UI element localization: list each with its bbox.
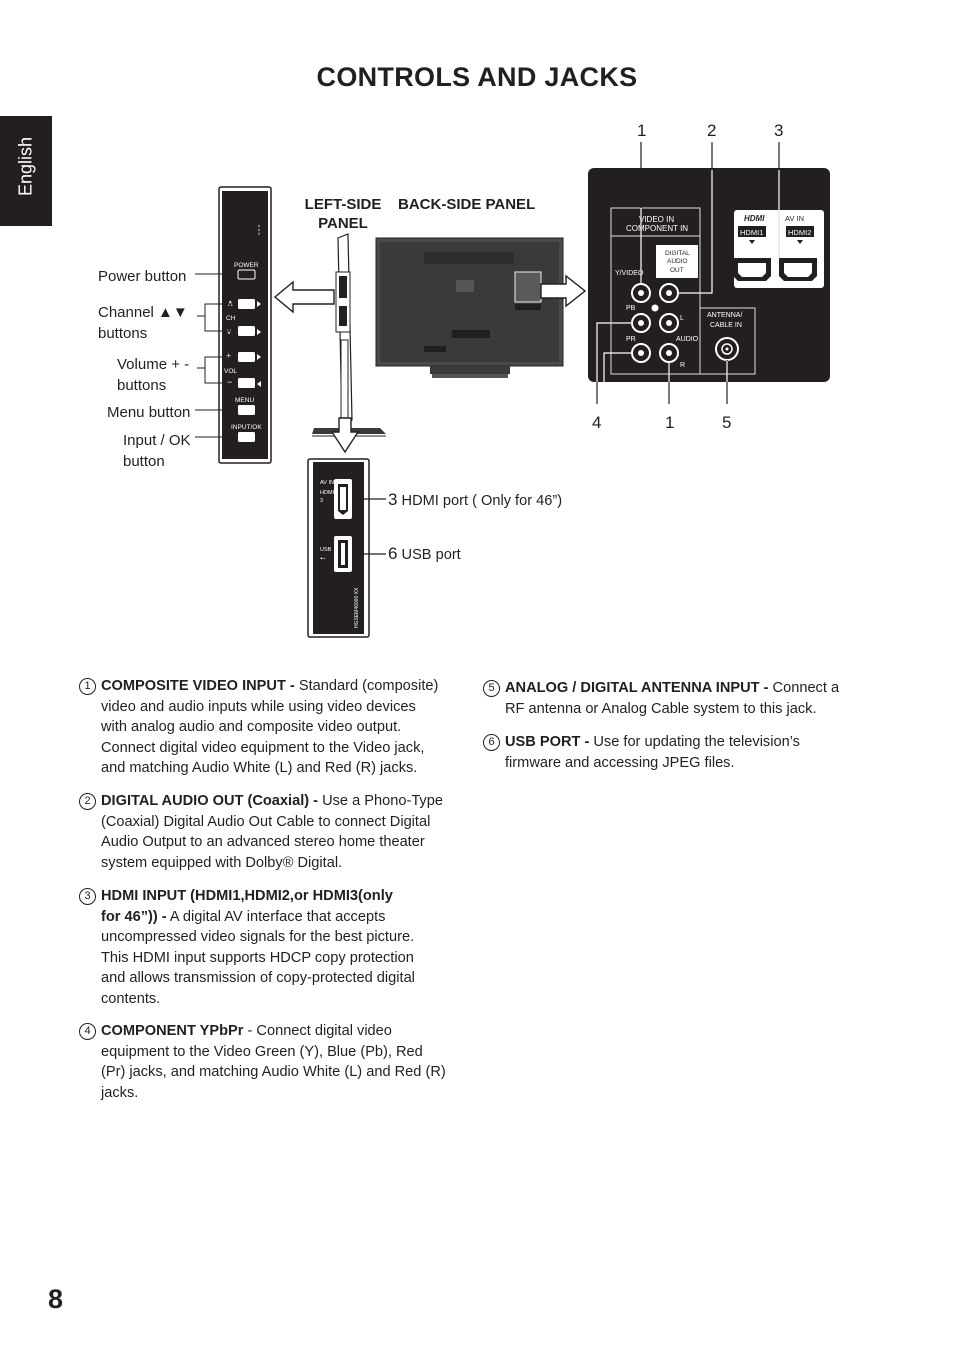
desc-first-line: Connect a	[768, 680, 840, 696]
hdmi2-port-icon	[779, 258, 817, 281]
strip-ch-label: CH	[226, 315, 236, 322]
side-control-strip	[219, 187, 271, 463]
desc-heading: COMPONENT YPbPr	[101, 1023, 244, 1039]
audio-r-label: R	[680, 362, 686, 369]
desc-line: and matching Audio White (L) and Red (R) jacks.	[101, 760, 418, 776]
tv-back-view	[376, 238, 563, 378]
desc-first-line: Standard (composite)	[294, 678, 439, 694]
desc-number: 2	[79, 793, 96, 810]
desc-first-line: Use for updating the television’s	[589, 734, 800, 750]
desc-line: firmware and accessing JPEG files.	[505, 754, 735, 771]
left-side-heading-line2: PANEL	[318, 215, 368, 232]
callout-bottom-1: 1	[665, 413, 675, 432]
page-title: CONTROLS AND JACKS	[316, 62, 638, 92]
video-in-label: VIDEO IN	[639, 215, 675, 224]
desc-heading: ANALOG / DIGITAL ANTENNA INPUT -	[505, 680, 769, 696]
strip-power-label: POWER	[234, 262, 259, 269]
y-video-label: Y/VIDEO	[615, 270, 644, 277]
callout-top-1: 1	[637, 121, 647, 140]
desc-line: contents.	[101, 990, 161, 1007]
hdmi-port-callout	[388, 490, 562, 510]
strip-menu-label: MENU	[235, 397, 255, 404]
side-hdmi-label: HDMI	[320, 490, 335, 496]
desc-second-line: A digital AV interface that accepts	[166, 908, 386, 925]
power-button-label: Power button	[98, 268, 187, 285]
desc-line: RF antenna or Analog Cable system to this jack.	[505, 700, 817, 717]
side-hdmi-number: 3	[320, 498, 324, 504]
desc-line: Audio Output to an advanced stereo home theater	[101, 834, 425, 850]
hdmi1-label: HDMI1	[740, 228, 764, 237]
svg-text:−: −	[227, 377, 233, 387]
pr-label: PR	[626, 336, 636, 343]
audio-l-label: L	[680, 315, 684, 322]
out-label: OUT	[670, 267, 684, 274]
volume-buttons-label-line2: buttons	[117, 377, 167, 394]
side-model-text: HGSEM46000 XX	[354, 587, 360, 628]
usb-icon: ⭠	[320, 555, 326, 562]
usb-port-callout	[388, 544, 461, 564]
strip-input-label: INPUT/OK	[231, 424, 262, 431]
description-composite-video	[79, 676, 469, 779]
desc-line: with analog audio and composite video output.	[101, 719, 402, 735]
usb-callout-number: 6	[388, 544, 398, 563]
description-digital-audio-out	[79, 791, 469, 873]
hdmi-av-in-label: AV IN	[785, 214, 805, 223]
desc-heading: COMPOSITE VIDEO INPUT -	[101, 678, 295, 694]
desc-heading: HDMI INPUT (HDMI1,HDMI2,or HDMI3(only	[101, 888, 393, 904]
description-component-ypbpr	[79, 1021, 469, 1103]
desc-heading-cont: for 46”)) -	[101, 908, 167, 925]
strip-top-mark: ^ ^ ^	[254, 225, 260, 235]
desc-first-line: - Connect digital video	[243, 1023, 392, 1039]
cable-in-label: CABLE IN	[710, 322, 742, 329]
desc-number: 6	[483, 734, 500, 751]
desc-line: equipment to the Video Green (Y), Blue (Pb), Red	[101, 1043, 423, 1060]
desc-line: Connect digital video equipment to the Video jack,	[101, 739, 425, 756]
hdmi2-label: HDMI2	[788, 228, 812, 237]
digital-label: DIGITAL	[665, 250, 690, 257]
description-hdmi-input	[79, 886, 469, 1009]
side-av-in-label: AV IN	[320, 480, 334, 486]
channel-buttons-label-line2: buttons	[98, 325, 148, 342]
callout-bottom-4: 4	[592, 413, 602, 432]
volume-buttons-label-line1: Volume + -	[117, 356, 190, 373]
desc-line: This HDMI input supports HDCP copy protection	[101, 949, 414, 966]
desc-heading: USB PORT -	[505, 734, 590, 750]
svg-text:v: v	[227, 327, 231, 336]
desc-number: 4	[79, 1023, 96, 1040]
desc-line: jacks.	[101, 1084, 139, 1101]
controls-diagram	[0, 0, 954, 660]
desc-line: (Pr) jacks, and matching Audio White (L) and Red (R)	[101, 1064, 446, 1080]
menu-button-label: Menu button	[107, 404, 191, 421]
hdmi-callout-number: 3	[388, 490, 398, 509]
input-ok-button-label-line1: Input / OK	[123, 432, 191, 449]
side-jack-panel	[308, 459, 369, 637]
tv-side-profile	[312, 234, 386, 436]
desc-line: system equipped with Dolby® Digital.	[101, 854, 343, 871]
component-in-label: COMPONENT IN	[626, 224, 689, 233]
desc-number: 3	[79, 888, 96, 905]
channel-buttons-label-line1: Channel ▲▼	[98, 304, 188, 321]
pb-label: PB	[626, 305, 636, 312]
language-label: English	[15, 136, 36, 197]
usb-callout-text: USB port	[401, 547, 461, 563]
desc-heading: DIGITAL AUDIO OUT (Coaxial) -	[101, 793, 319, 809]
desc-line: (Coaxial) Digital Audio Out Cable to connect Digital	[101, 813, 431, 830]
audio-text-label: AUDIO	[676, 336, 699, 343]
input-ok-button-label-line2: button	[123, 453, 165, 470]
description-usb-port	[483, 732, 883, 773]
desc-line: and allows transmission of copy-protected digital	[101, 970, 415, 986]
svg-text:∧: ∧	[227, 298, 234, 308]
desc-line: video and audio inputs while using video devices	[101, 698, 416, 715]
hdmi-logo: HDMI	[744, 214, 765, 223]
back-side-panel-heading: BACK-SIDE PANEL	[398, 196, 536, 213]
svg-text:+: +	[226, 351, 232, 361]
desc-number: 1	[79, 678, 96, 695]
strip-vol-label: VOL	[224, 368, 238, 375]
audio-label: AUDIO	[667, 258, 688, 265]
back-jack-panel	[588, 168, 830, 382]
down-arrow-icon	[332, 418, 358, 452]
desc-number: 5	[483, 680, 500, 697]
desc-first-line: Use a Phono-Type	[318, 793, 443, 809]
side-usb-port-icon	[334, 536, 352, 572]
callout-top-2: 2	[707, 121, 717, 140]
description-antenna-input	[483, 678, 883, 719]
left-side-heading-line1: LEFT-SIDE	[304, 196, 382, 213]
antenna-label: ANTENNA/	[707, 312, 743, 319]
hdmi1-port-icon	[733, 258, 771, 281]
callout-bottom-5: 5	[722, 413, 732, 432]
side-hdmi-port-icon	[334, 479, 352, 519]
left-arrow-icon	[275, 282, 334, 312]
page-number: 8	[48, 1284, 64, 1314]
side-usb-label: USB	[320, 547, 332, 553]
callout-top-3: 3	[774, 121, 784, 140]
hdmi-callout-text: HDMI port ( Only for 46”)	[401, 493, 563, 509]
desc-line: uncompressed video signals for the best picture.	[101, 929, 415, 945]
